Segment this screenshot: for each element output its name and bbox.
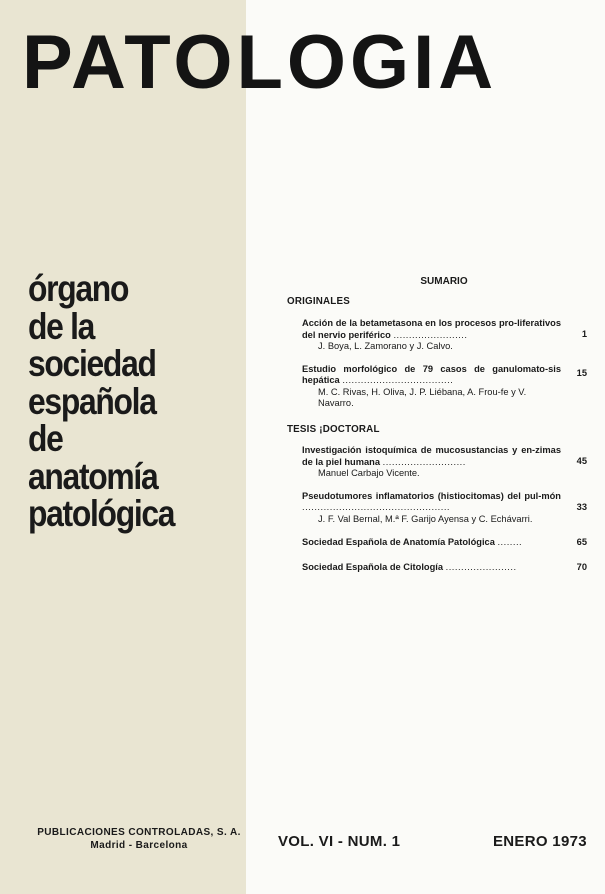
entry-page-number: 45 — [576, 456, 587, 466]
entry-authors: M. C. Rivas, H. Oliva, J. P. Liébana, A. Frou-fe y V. Navarro. — [318, 386, 527, 408]
subtitle-line: española — [28, 380, 156, 422]
leader-dots: ........................ — [393, 329, 468, 340]
table-of-contents — [287, 276, 587, 573]
entry-title: Pseudotumores inflamatorios (histiocitomas) del pul-món — [302, 490, 561, 501]
entry-title: Investigación istoquímica de mucosustancias y en-zimas de la piel humana — [302, 445, 561, 467]
entry-title: Estudio morfológico de 79 casos de ganulomato-sis hepática — [302, 363, 561, 385]
publisher-block — [30, 826, 248, 852]
toc-entry — [287, 445, 587, 480]
entry-page-number: 70 — [576, 561, 587, 572]
subtitle-line: órgano — [28, 268, 129, 309]
toc-entry — [287, 364, 587, 410]
subtitle-line: de — [28, 418, 63, 459]
entry-page-number: 1 — [581, 329, 587, 339]
journal-subtitle — [28, 270, 209, 533]
toc-entry — [287, 318, 587, 353]
subtitle-line: sociedad — [28, 343, 156, 384]
subtitle-line: anatomía — [28, 455, 158, 497]
subtitle-line: patológica — [28, 493, 175, 534]
journal-title: PATOLOGIA — [22, 20, 498, 105]
toc-entry — [287, 537, 587, 549]
issue-date: ENERO 1973 — [493, 833, 587, 850]
toc-entry — [287, 562, 587, 574]
leader-dots: .................................... — [342, 375, 454, 385]
entry-page-number: 33 — [576, 501, 587, 512]
entry-authors: Manuel Carbajo Vicente. — [318, 468, 420, 478]
leader-dots: ....................... — [445, 561, 517, 572]
leader-dots: ........ — [497, 537, 523, 547]
section-title-tesis: TESIS ¡DOCTORAL — [287, 423, 380, 435]
publisher-location: Madrid - Barcelona — [90, 840, 188, 851]
entry-page-number: 15 — [576, 367, 587, 378]
entry-title: Sociedad Española de Anatomía Patológica — [302, 537, 495, 547]
section-title-originales: ORIGINALES — [287, 295, 350, 307]
entry-authors: J. F. Val Bernal, M.ª F. Garijo Ayensa y C. Echávarri. — [318, 513, 533, 524]
leader-dots: ................................................ — [302, 502, 450, 512]
entry-authors: J. Boya, L. Zamorano y J. Calvo. — [318, 341, 453, 351]
toc-heading: SUMARIO — [420, 276, 468, 287]
publisher-name: PUBLICACIONES CONTROLADAS, S. A. — [37, 827, 241, 838]
leader-dots: ........................... — [382, 456, 466, 467]
toc-entry — [287, 491, 587, 526]
issue-number: VOL. VI - NUM. 1 — [278, 833, 401, 850]
entry-page-number: 65 — [576, 537, 587, 547]
subtitle-line: de la — [28, 305, 95, 347]
entry-title: Sociedad Española de Citología — [302, 561, 444, 572]
entry-title: Acción de la betametasona en los procesos pro-liferativos del nervio periférico — [302, 318, 561, 340]
